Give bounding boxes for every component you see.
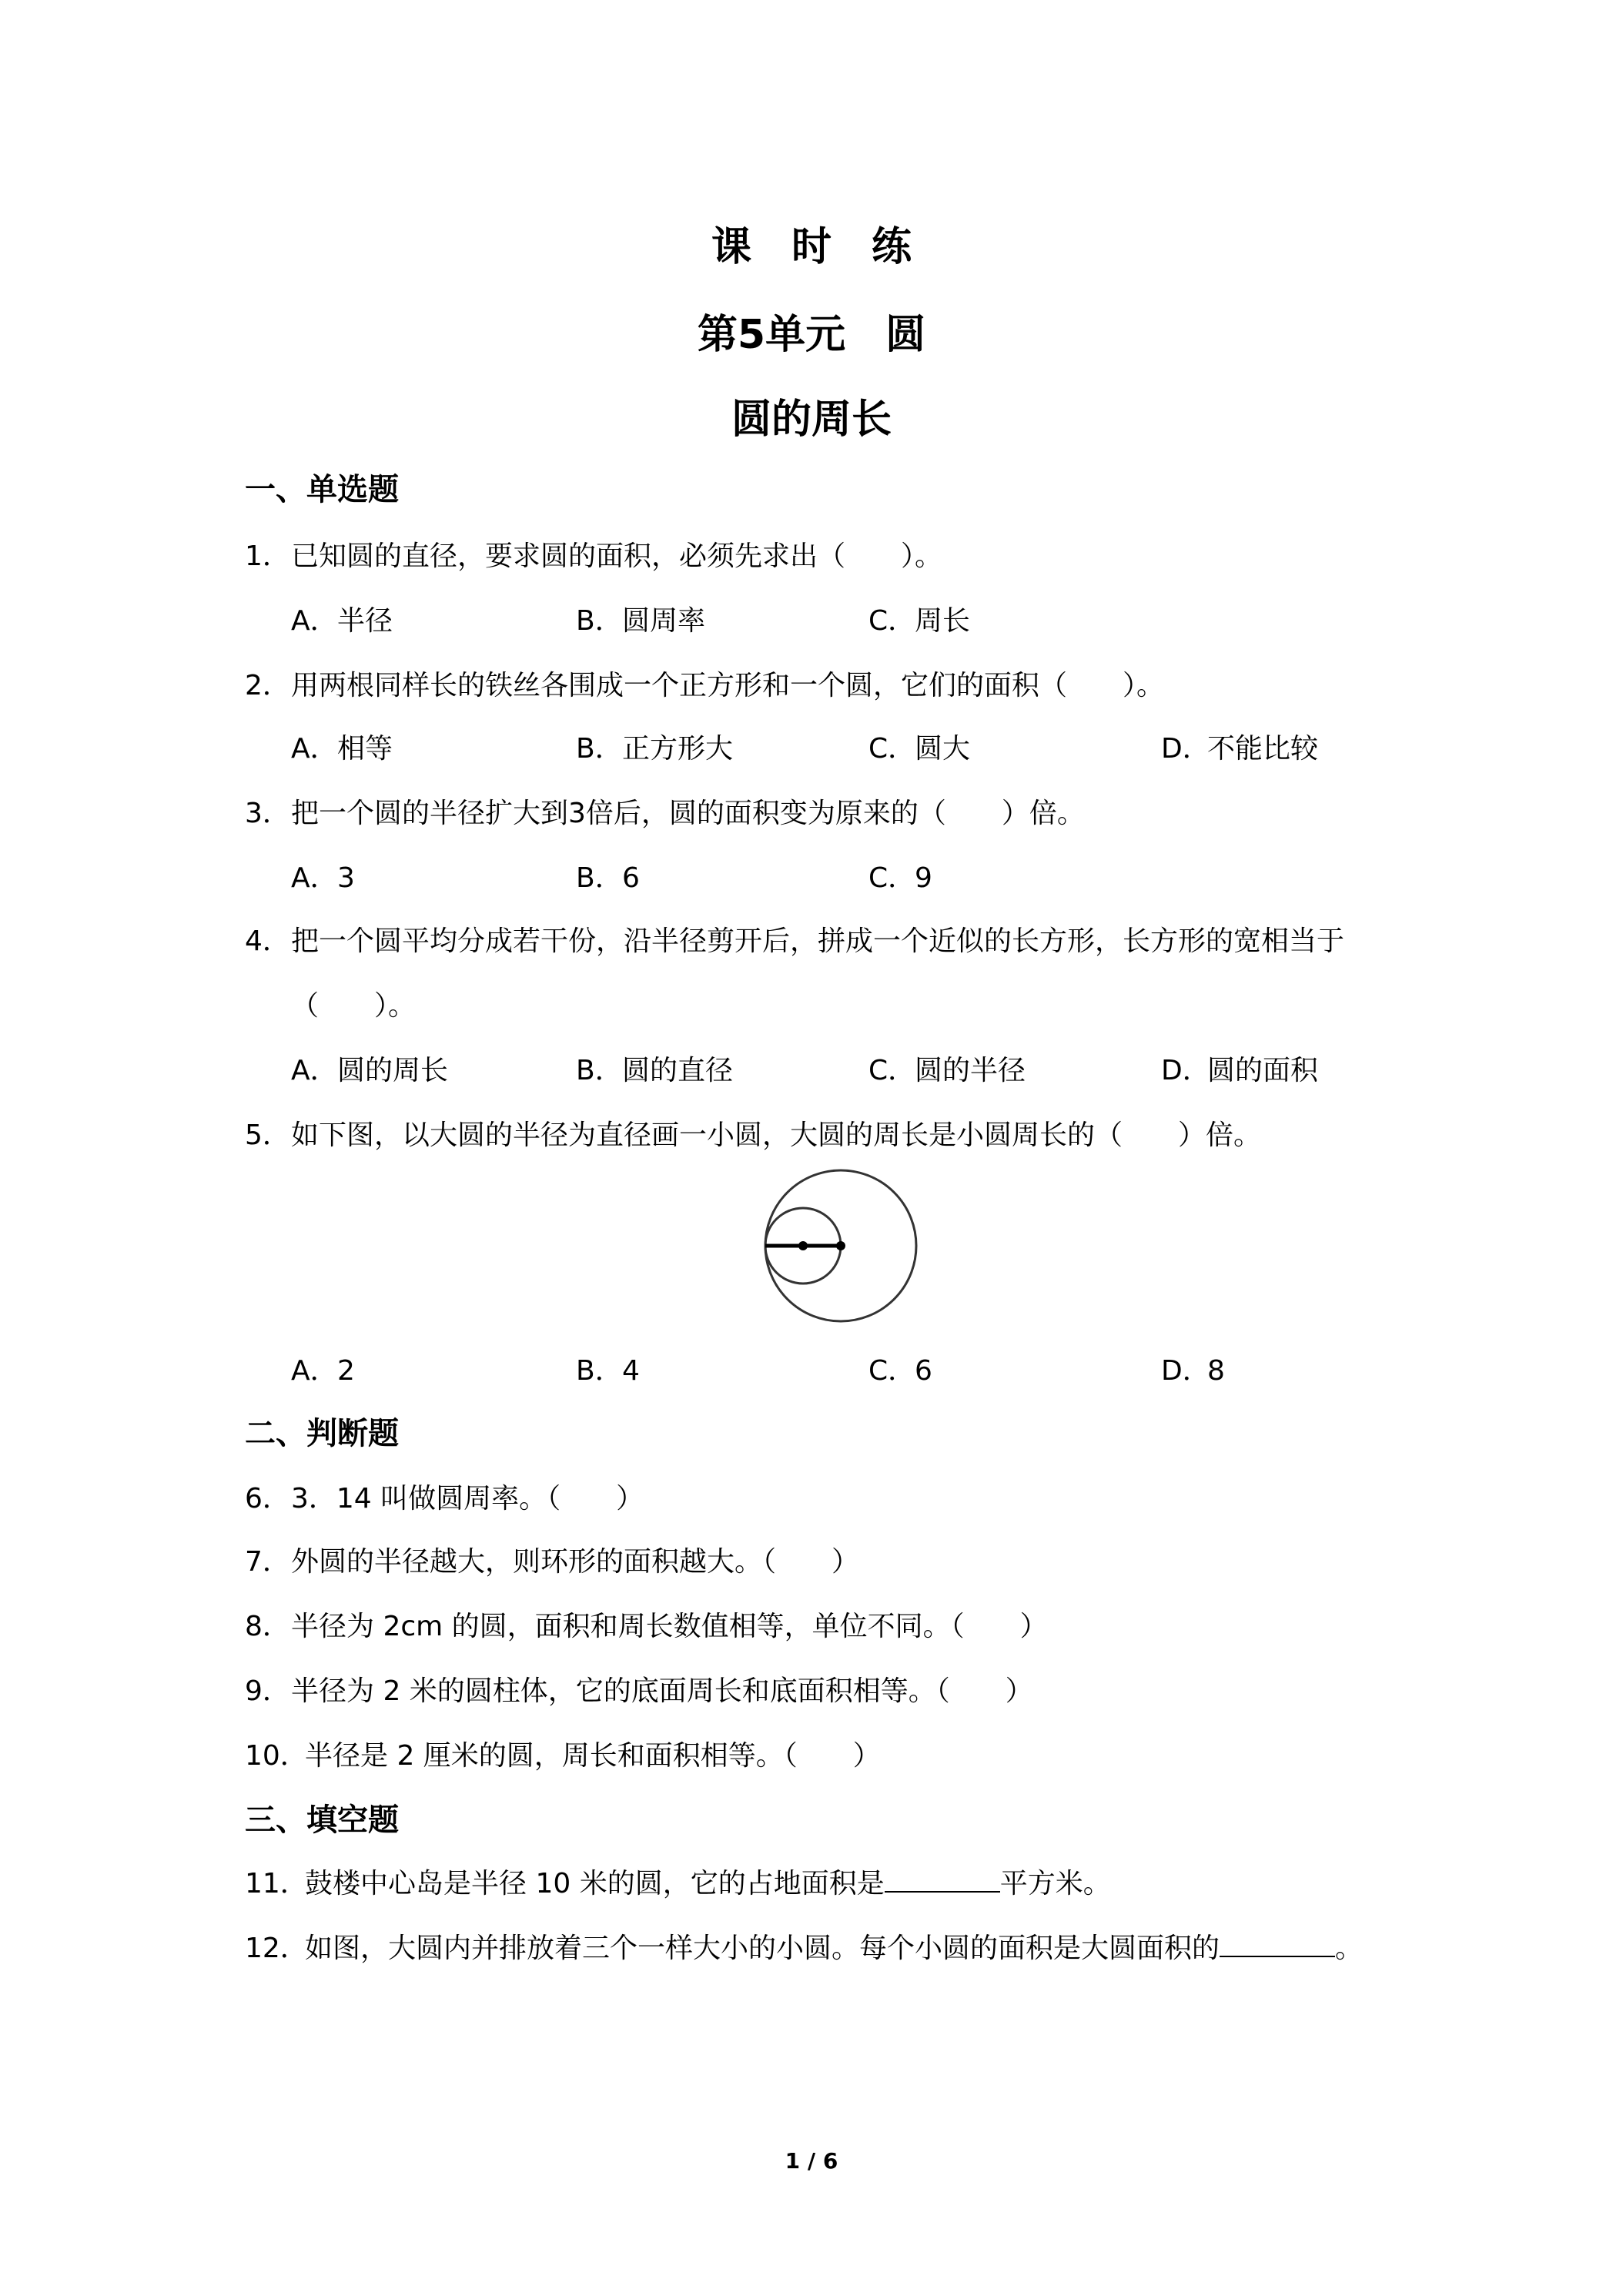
option-text: 相等 — [337, 733, 393, 765]
option-text: 3 — [337, 862, 355, 894]
option-text: 圆的周长 — [337, 1055, 449, 1086]
option-label: C． — [868, 605, 916, 637]
option-label: A． — [291, 733, 338, 765]
option-label: D． — [1161, 1355, 1210, 1387]
question-5-number: 5． — [245, 1120, 290, 1151]
question-3-text: 把一个圆的半径扩大到3倍后，圆的面积变为原来的（ ）倍。 — [291, 798, 1085, 829]
option-text: 圆的半径 — [915, 1055, 1026, 1086]
option-label: B． — [576, 733, 623, 765]
question-3-number: 3． — [245, 798, 290, 829]
question-11-text-after: 平方米。 — [999, 1868, 1111, 1899]
question-2-option-b[interactable] — [576, 727, 733, 766]
question-5-option-a[interactable] — [291, 1349, 355, 1388]
question-12-text-before: 如图，大圆内并排放着三个一样大小的小圆。每个小圆的面积是大圆面积的 — [305, 1933, 1220, 1964]
option-label: B． — [576, 605, 623, 637]
option-label: C． — [868, 1055, 916, 1086]
option-label: C． — [868, 1355, 916, 1387]
large-circle-center — [836, 1241, 845, 1250]
question-6-number: 6． — [245, 1483, 290, 1514]
question-1-text: 已知圆的直径，要求圆的面积，必须先求出（ ）。 — [291, 541, 943, 572]
question-3-option-a[interactable] — [291, 856, 355, 895]
section-single-choice: 一、单选题 — [245, 472, 399, 507]
option-text: 周长 — [915, 605, 971, 637]
question-8-text: 半径为 2cm 的圆，面积和周长数值相等，单位不同。（ ） — [291, 1611, 1048, 1642]
question-11-text-before: 鼓楼中心岛是半径 10 米的圆，它的占地面积是 — [305, 1868, 885, 1899]
lesson-title: 圆的周长 — [731, 397, 892, 443]
question-1-option-c[interactable] — [868, 599, 970, 638]
option-label: C． — [868, 862, 916, 894]
question-7-number: 7． — [245, 1546, 290, 1578]
page-title: 课 时 练 — [711, 224, 912, 270]
question-2-option-d[interactable] — [1161, 727, 1318, 766]
question-6-text: 3．14 叫做圆周率。（ ） — [291, 1483, 644, 1514]
question-4-option-a[interactable] — [291, 1049, 448, 1088]
option-label: A． — [291, 1055, 338, 1086]
option-text: 4 — [622, 1355, 640, 1387]
question-5-option-b[interactable] — [576, 1349, 640, 1388]
unit-title: 第5单元 圆 — [697, 312, 926, 358]
option-text: 圆周率 — [622, 605, 706, 637]
question-1-option-a[interactable] — [291, 599, 393, 638]
option-text: 圆的直径 — [622, 1055, 734, 1086]
answer-blank[interactable] — [885, 1863, 1000, 1893]
question-3-option-c[interactable] — [868, 856, 932, 895]
question-3-option-b[interactable] — [576, 856, 640, 895]
question-1-option-b[interactable] — [576, 599, 705, 638]
small-circle-center — [798, 1241, 808, 1250]
option-text: 2 — [337, 1355, 355, 1387]
question-9-text: 半径为 2 米的圆柱体，它的底面周长和底面积相等。（ ） — [291, 1675, 1033, 1707]
question-4-option-c[interactable] — [868, 1049, 1026, 1088]
option-label: A． — [291, 862, 338, 894]
section-fill-blank: 三、填空题 — [245, 1802, 399, 1838]
question-5-option-c[interactable] — [868, 1349, 932, 1388]
option-text: 不能比较 — [1207, 733, 1319, 765]
question-4-option-d[interactable] — [1161, 1049, 1318, 1088]
question-12-text-after: 。 — [1335, 1933, 1364, 1964]
question-5-text: 如下图，以大圆的半径为直径画一小圆，大圆的周长是小圆周长的（ ）倍。 — [291, 1120, 1262, 1151]
option-label: D． — [1161, 1055, 1210, 1086]
option-label: C． — [868, 733, 916, 765]
option-label: D． — [1161, 733, 1210, 765]
question-11-text — [305, 1862, 1111, 1901]
question-4-option-b[interactable] — [576, 1049, 733, 1088]
option-text: 6 — [622, 862, 640, 894]
question-4-text: 把一个圆平均分成若干份，沿半径剪开后，拼成一个近似的长方形，长方形的宽相当于 — [291, 925, 1345, 957]
question-12-number: 12． — [245, 1933, 308, 1964]
option-label: A． — [291, 605, 338, 637]
question-8-number: 8． — [245, 1611, 290, 1642]
page-number: 1 / 6 — [785, 2148, 838, 2174]
question-2-option-a[interactable] — [291, 727, 393, 766]
circles-figure — [755, 1161, 924, 1330]
answer-blank[interactable] — [1220, 1928, 1335, 1957]
question-10-number: 10． — [245, 1740, 308, 1772]
option-label: B． — [576, 1355, 623, 1387]
question-2-number: 2． — [245, 670, 290, 701]
question-9-number: 9． — [245, 1675, 290, 1707]
option-text: 半径 — [337, 605, 393, 637]
question-5-option-d[interactable] — [1161, 1349, 1225, 1388]
option-text: 圆大 — [915, 733, 971, 765]
question-4-number: 4． — [245, 925, 290, 957]
question-4-text-continued: （ ）。 — [291, 990, 417, 1022]
option-label: A． — [291, 1355, 338, 1387]
question-1-number: 1． — [245, 541, 290, 572]
question-11-number: 11． — [245, 1868, 308, 1899]
option-text: 9 — [915, 862, 932, 894]
option-text: 正方形大 — [622, 733, 734, 765]
option-label: B． — [576, 862, 623, 894]
option-label: B． — [576, 1055, 623, 1086]
option-text: 6 — [915, 1355, 932, 1387]
question-12-text — [305, 1926, 1363, 1966]
section-true-false: 二、判断题 — [245, 1416, 399, 1451]
question-2-text: 用两根同样长的铁丝各围成一个正方形和一个圆，它们的面积（ ）。 — [291, 670, 1165, 701]
question-2-option-c[interactable] — [868, 727, 970, 766]
question-10-text: 半径是 2 厘米的圆，周长和面积相等。（ ） — [305, 1740, 881, 1772]
option-text: 圆的面积 — [1207, 1055, 1319, 1086]
option-text: 8 — [1207, 1355, 1225, 1387]
question-7-text: 外圆的半径越大，则环形的面积越大。（ ） — [291, 1546, 860, 1578]
